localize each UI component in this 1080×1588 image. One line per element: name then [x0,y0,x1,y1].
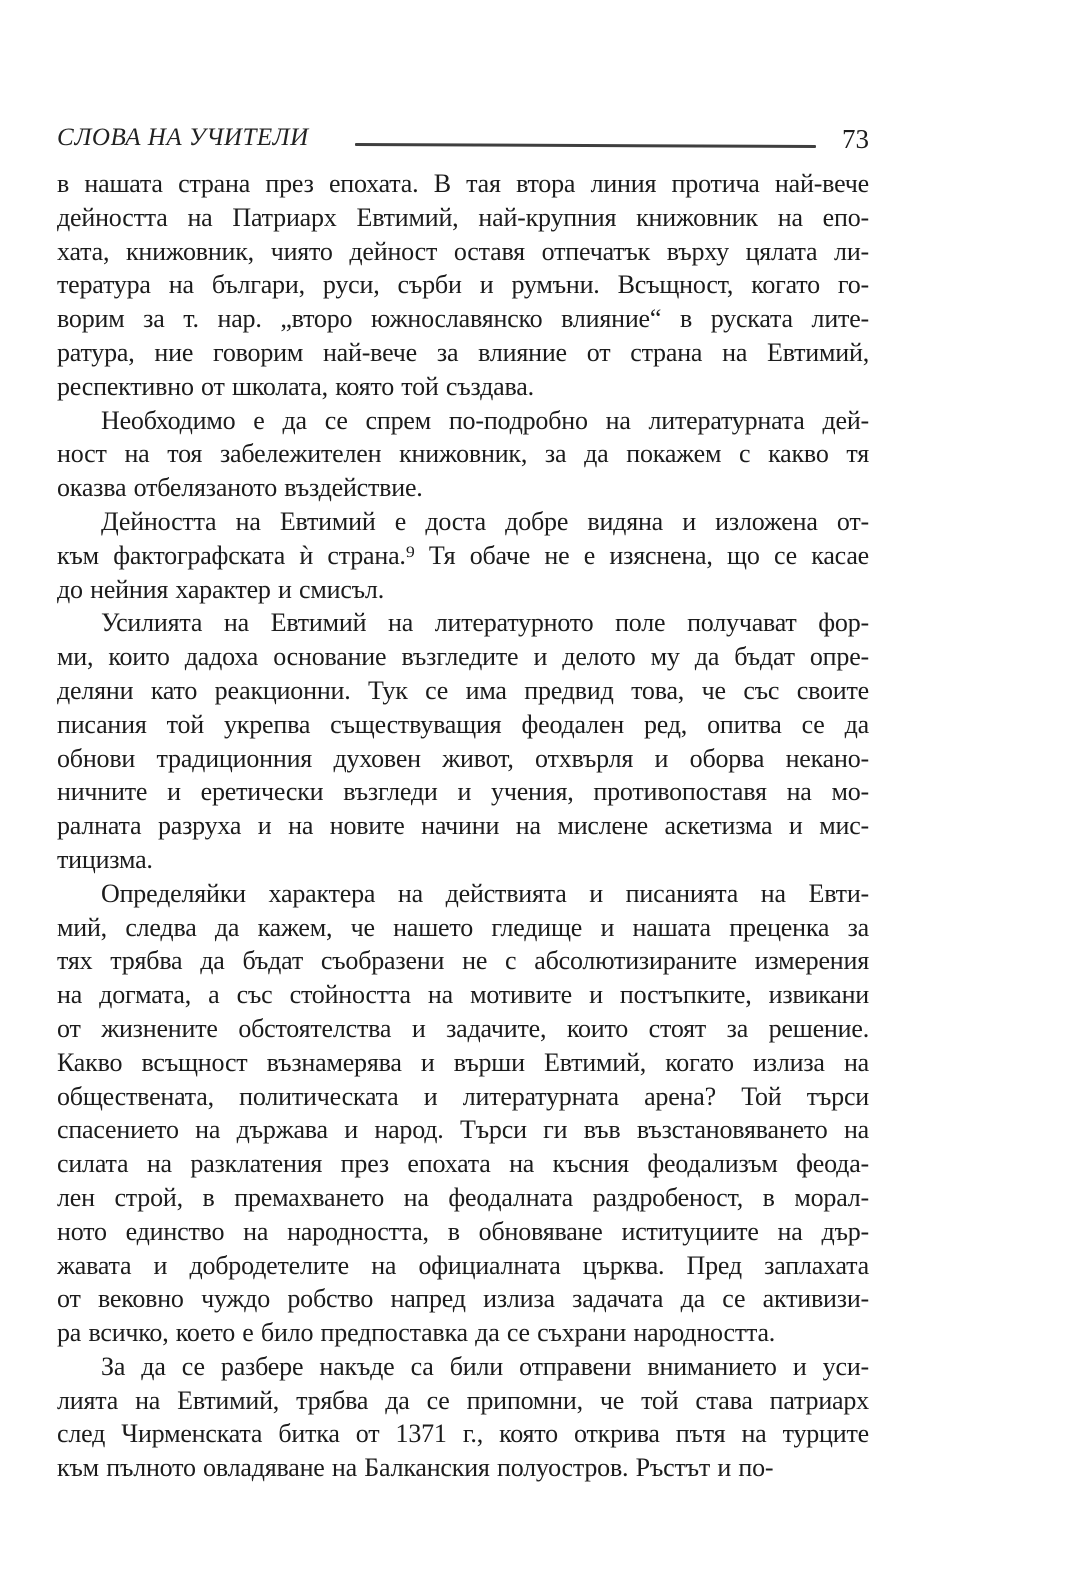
text-line: Определяйки характера на действията и писанията на Евти- [101,878,869,908]
page-body [57,167,869,1485]
text-line: след Чирменската битка от 1371 г., която открива пътя на турците [57,1419,869,1449]
text-line: от вековно чуждо робство напред излиза задачата да се активизи- [57,1284,869,1314]
text-line: Дейността на Евтимий е доста добре видяна и изложена от- [101,506,869,536]
text-line: Необходимо е да се спрем по-подробно на литературната дей- [101,405,869,435]
text-line: в нашата страна през епохата. В тая втора линия протича най-вече [57,169,869,198]
text-line: ралната разруха и на новите начини на мислене аскетизма и мис- [57,811,869,841]
text-line: ност на тоя забележителен книжовник, за да покажем с какво тя [57,439,869,469]
text-line: мий, следва да кажем, че нашето гледище и нашата преценка за [57,912,869,942]
text-line: ми, които дадоха основание възгледите и делото му да бъдат опре- [57,642,869,672]
text-line: на догмата, а със стойността на мотивите и постъпките, извикани [57,980,869,1010]
text-line: към пълното овладяване на Балканския полуостров. Ръстът и по- [57,1453,774,1483]
running-title: СЛОВА НА УЧИТЕЛИ [57,124,309,151]
text-line: тература на българи, руси, сърби и румъни. Всъщност, когато го- [57,270,869,300]
page-header [57,122,869,154]
text-line: деляни като реакционни. Тук се има предвид това, че със своите [57,675,869,705]
text-line: Какво всъщност възнамерява и върши Евтимий, когато излиза на [57,1047,869,1077]
text-line: лията на Евтимий, трябва да се припомни, че той става патриарх [57,1385,869,1415]
text-line: ничните и еретически възгледи и учения, противопоставя на мо- [57,777,869,807]
text-line: ворим за т. нар. „второ южнославянско влияние“ в руската лите- [57,304,869,334]
text-line: За да се разбере накъде са били отправени вниманието и уси- [101,1351,869,1381]
page-content [57,122,869,1485]
page-number: 73 [842,123,869,154]
text-line: до нейния характер и смисъл. [57,574,384,604]
text-line: дейността на Патриарх Евтимий, най-крупния книжовник на епо- [57,202,869,232]
text-line: ното единство на народността, в обновяване иституциите на дър- [57,1216,869,1246]
text-line: оказва отбелязаното въздействие. [57,473,423,503]
text-line: хата, книжовник, чиято дейност оставя отпечатък върху цялата ли- [57,236,869,266]
text-line: жавата и добродетелите на официалната църква. Пред заплахата [57,1250,869,1280]
text-line: ратура, ние говорим най-вече за влияние от страна на Евтимий, [57,337,869,367]
text-line: респективно от школата, която той създава. [57,371,534,401]
text-line: тицизма. [57,844,153,874]
text-line: обнови традиционния духовен живот, отхвърля и оборва некано- [57,743,869,773]
text-line: Усилията на Евтимий на литературното поле получават фор- [101,608,869,638]
text-line: спасението на държава и народ. Търси ги във възстановяването на [57,1115,869,1145]
header-rule [355,142,816,147]
text-line: силата на разклатения през епохата на късния феодализъм феода- [57,1149,869,1179]
text-line: писания той укрепва съществуващия феодален ред, опитва се да [57,709,869,739]
text-line: към фактографската ѝ страна.⁹ Тя обаче не е изяснена, що се касае [57,540,869,570]
text-line: лен строй, в премахването на феодалната раздробеност, в морал- [57,1182,869,1212]
text-line: ра всичко, което е било предпоставка да се съхрани народността. [57,1318,776,1348]
text-line: от жизнените обстоятелства и задачите, които стоят за решение. [57,1013,869,1043]
text-line: обществената, политическата и литературната арена? Той търси [57,1081,869,1111]
text-line: тях трябва да бъдат съобразени не с абсолютизираните измерения [57,946,869,976]
